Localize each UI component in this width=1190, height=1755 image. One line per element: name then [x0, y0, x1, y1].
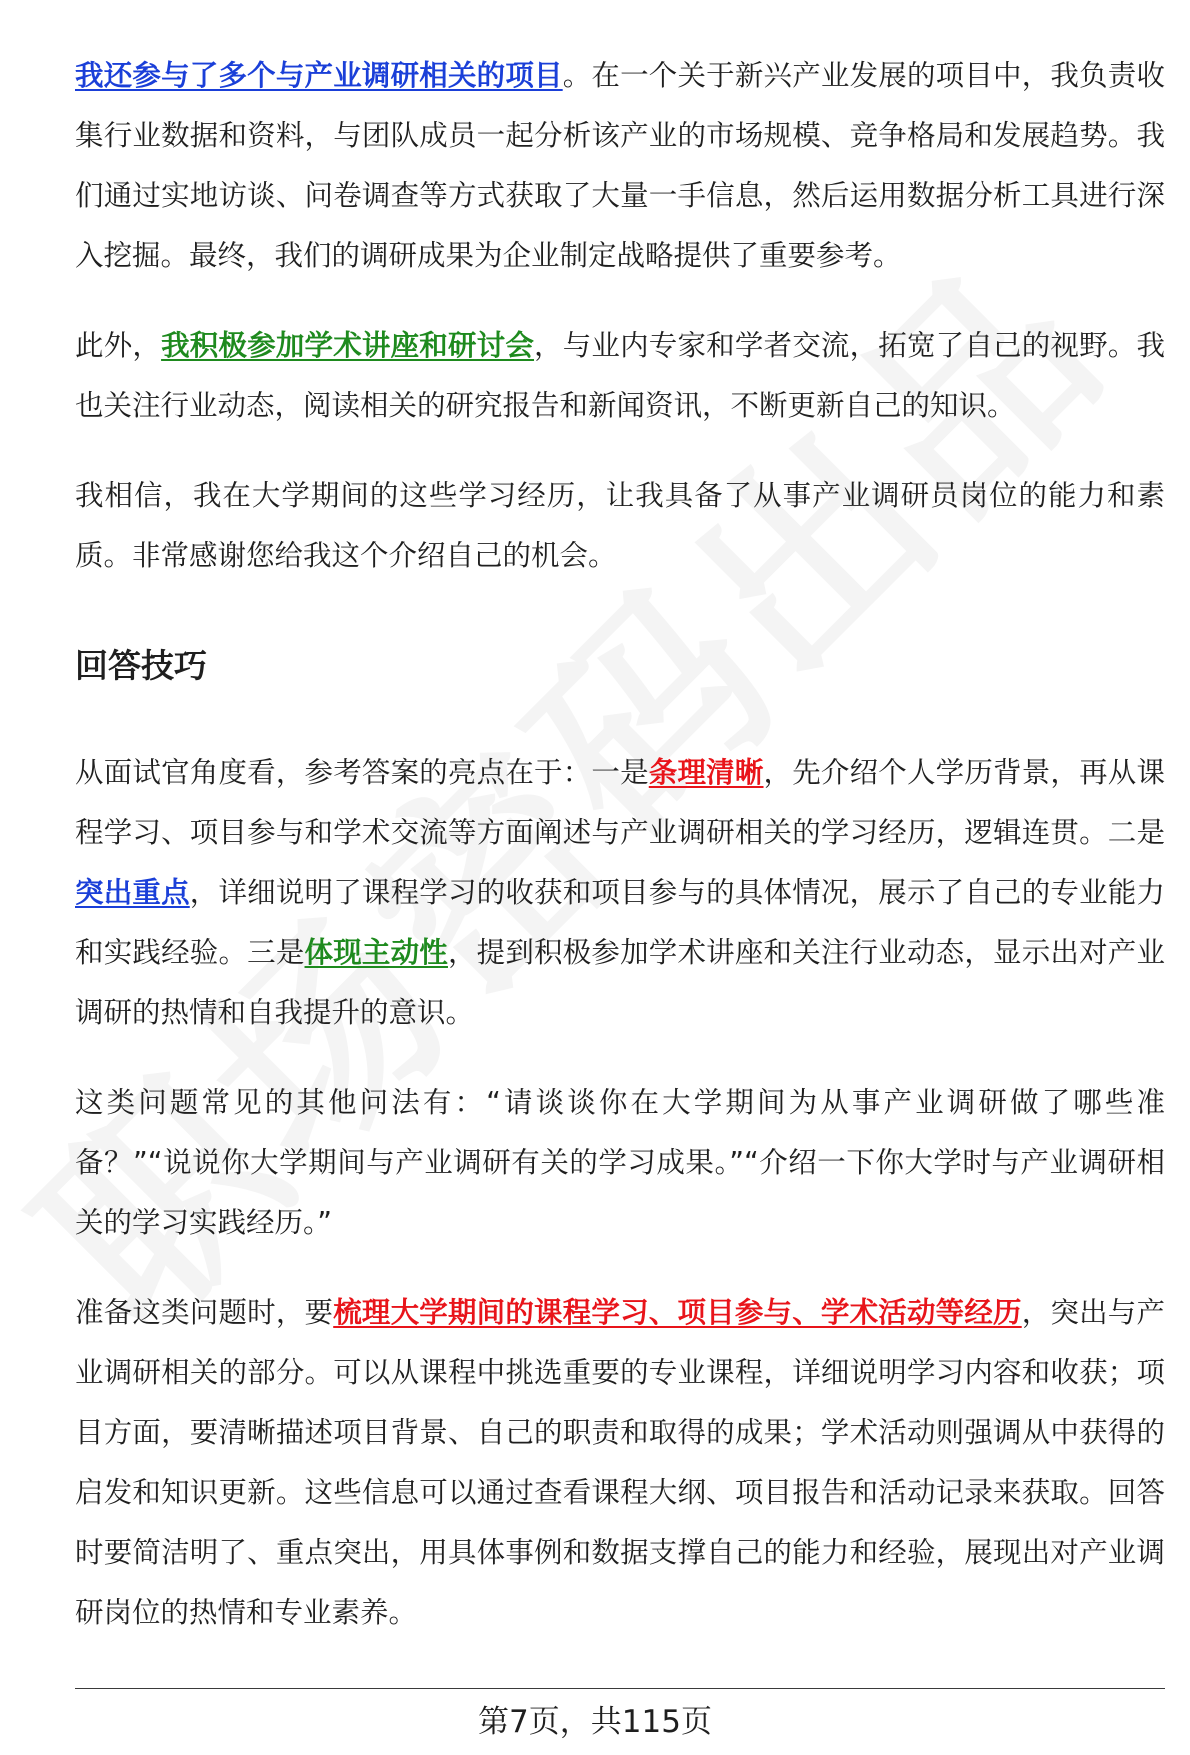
paragraph-text: ，提到积极参加学术讲座和关注行业动态，显示出对产业调研的热情和自我提升的意识。	[75, 936, 1165, 1029]
paragraph-text: ，先介绍个人学历背景，再从课程学习、项目参与和学术交流等方面阐述与产业调研相关的学习经历，逻辑连贯。二是	[75, 756, 1165, 849]
highlight-focus: 突出重点	[75, 876, 190, 909]
highlight-clear: 条理清晰	[648, 756, 764, 789]
paragraph-conclusion: 我相信，我在大学期间的这些学习经历，让我具备了从事产业调研员岗位的能力和素质。非常感谢您给我这个介绍自己的机会。	[75, 479, 1165, 572]
highlight-academic: 我积极参加学术讲座和研讨会	[161, 329, 535, 362]
paragraph-text: ，突出与产业调研相关的部分。可以从课程中挑选重要的专业课程，详细说明学习内容和收获；项目方面，要清晰描述项目背景、自己的职责和取得的成果；学术活动则强调从中获得的启发和知识更新。这些信息可以通过查看课程大纲、项目报告和活动记录来获取。回答时要简洁明了、重点突出，用具体事例和数据支撑自己的能力和经验，展现出对产业调研岗位的热情和专业素养。	[75, 1296, 1165, 1629]
paragraph-text: ，与业内专家和学者交流，拓宽了自己的视野。我也关注行业动态，阅读相关的研究报告和新闻资讯，不断更新自己的知识。	[75, 329, 1165, 422]
paragraph-analysis	[75, 743, 1165, 1043]
paragraph-text: 此外，	[75, 329, 162, 362]
highlight-initiative: 体现主动性	[304, 936, 448, 969]
paragraph-text: 准备这类问题时，要	[75, 1296, 334, 1329]
document-body	[75, 46, 1165, 1643]
paragraph-text: 从面试官角度看，参考答案的亮点在于：一是	[75, 756, 649, 789]
paragraph-preparation	[75, 1283, 1165, 1643]
footer-divider	[75, 1688, 1165, 1689]
paragraph-academic	[75, 316, 1165, 436]
highlight-preparation: 梳理大学期间的课程学习、项目参与、学术活动等经历	[333, 1296, 1022, 1329]
paragraph-text: 。在一个关于新兴产业发展的项目中，我负责收集行业数据和资料，与团队成员一起分析该产业的市场规模、竞争格局和发展趋势。我们通过实地访谈、问卷调查等方式获取了大量一手信息，然后运用数据分析工具进行深入挖掘。最终，我们的调研成果为企业制定战略提供了重要参考。	[75, 59, 1165, 272]
paragraph-text: ，详细说明了课程学习的收获和项目参与的具体情况，展示了自己的专业能力和实践经验。三是	[75, 876, 1165, 969]
paragraph-projects	[75, 46, 1165, 286]
page-number: 第7页，共115页	[478, 1704, 712, 1740]
section-heading: 回答技巧	[75, 646, 207, 685]
paragraph-variants: 这类问题常见的其他问法有：“请谈谈你在大学期间为从事产业调研做了哪些准备？”“说说你大学期间与产业调研有关的学习成果。”“介绍一下你大学时与产业调研相关的学习实践经历。”	[75, 1086, 1165, 1239]
highlight-projects: 我还参与了多个与产业调研相关的项目	[75, 59, 563, 92]
